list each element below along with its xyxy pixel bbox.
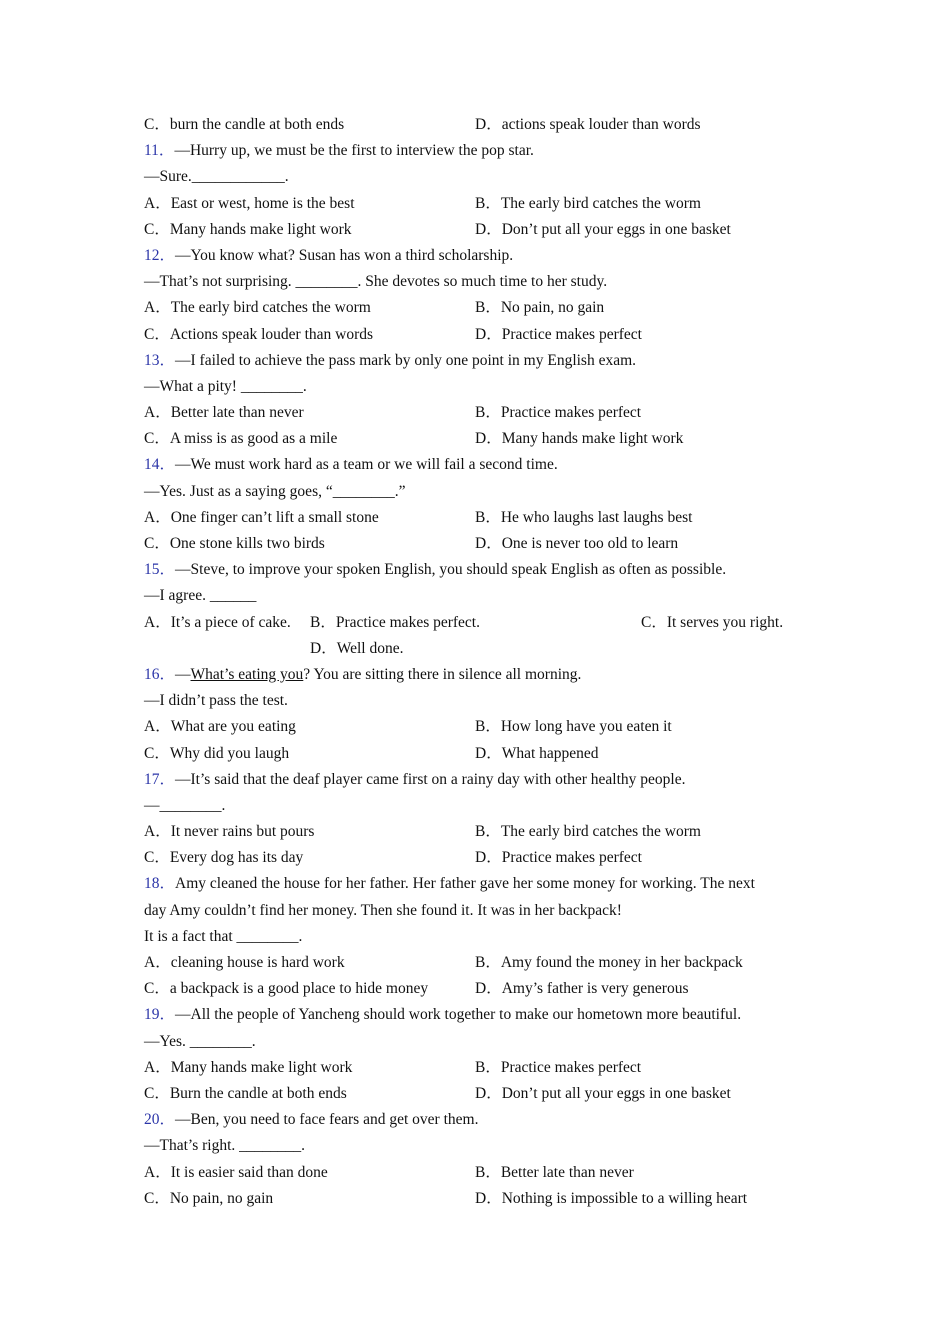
q15-line2: —I agree. ______ — [144, 587, 257, 605]
q15-option-b: B．Practice makes perfect. — [310, 613, 480, 631]
q19-prompt — [144, 1002, 814, 1028]
q12-options-cd — [144, 322, 814, 348]
q19-line1: —All the people of Yancheng should work together to make our hometown more beautiful. — [175, 1006, 742, 1024]
q19-option-a: A．Many hands make light work — [144, 1058, 353, 1076]
q20-option-c: C．No pain, no gain — [144, 1189, 274, 1207]
q19-option-c: C．Burn the candle at both ends — [144, 1084, 347, 1102]
q19-line2: —Yes. ________. — [144, 1032, 256, 1050]
q15-options-abc — [144, 610, 814, 636]
q18-options-ab — [144, 950, 814, 976]
q11-line2: —Sure.____________. — [144, 168, 289, 186]
q18-option-b: B．Amy found the money in her backpack — [475, 954, 743, 971]
q15-options-d — [144, 636, 814, 662]
q11-option-a: A．East or west, home is the best — [144, 194, 355, 212]
q14-options-ab — [144, 505, 814, 531]
q14-option-c: C．One stone kills two birds — [144, 535, 325, 552]
q16-number: 16． — [144, 665, 176, 683]
q17-option-d: D．Practice makes perfect — [475, 849, 642, 867]
q12-line1: —You know what? Susan has won a third scholarship. — [175, 246, 514, 264]
q16-options-cd — [144, 741, 814, 767]
q16-option-c: C．Why did you laugh — [144, 744, 290, 762]
q11-option-b: B．The early bird catches the worm — [475, 194, 701, 212]
q18-option-c: C．a backpack is a good place to hide money — [144, 980, 429, 998]
q15-option-c: C．It serves you right. — [641, 613, 784, 631]
q16-option-a: A．What are you eating — [144, 718, 296, 736]
q15-option-d: D．Well done. — [310, 639, 404, 657]
q13-line1: —I failed to achieve the pass mark by only one point in my English exam. — [175, 351, 637, 369]
q13-option-d: D．Many hands make light work — [475, 430, 684, 448]
q12-option-d: D．Practice makes perfect — [475, 325, 642, 343]
q10-options-cd — [144, 112, 814, 138]
q12-prompt — [144, 243, 814, 269]
q17-option-c: C．Every dog has its day — [144, 849, 304, 867]
q20-option-b: B．Better late than never — [475, 1163, 634, 1181]
q14-option-d: D．One is never too old to learn — [475, 535, 679, 552]
q16-prompt — [144, 662, 814, 688]
q16-dash: — — [175, 665, 191, 683]
q17-option-b: B．The early bird catches the worm — [475, 823, 701, 841]
q18-line2: It is a fact that ________. — [144, 927, 303, 945]
q14-option-a: A．One finger can’t lift a small stone — [144, 508, 379, 526]
q12-option-c: C．Actions speak louder than words — [144, 325, 374, 343]
q18-line1a: Amy cleaned the house for her father. Her father gave her some money for working. The next — [175, 875, 755, 893]
q20-option-d: D．Nothing is impossible to a willing heart — [475, 1189, 748, 1207]
q11-option-d: D．Don’t put all your eggs in one basket — [475, 220, 731, 238]
q19-option-b: B．Practice makes perfect — [475, 1058, 642, 1076]
q20-line2: —That’s right. ________. — [144, 1137, 306, 1155]
q11-line1: —Hurry up, we must be the first to interview the pop star. — [174, 142, 534, 160]
q19-option-d: D．Don’t put all your eggs in one basket — [475, 1084, 731, 1102]
q19-options-cd — [144, 1081, 814, 1107]
q13-option-c: C．A miss is as good as a mile — [144, 430, 338, 448]
q12-number: 12． — [144, 246, 176, 264]
q14-number: 14． — [144, 456, 176, 474]
q14-prompt — [144, 452, 814, 478]
q14-option-b: B．He who laughs last laughs best — [475, 508, 693, 526]
q20-option-a: A．It is easier said than done — [144, 1163, 328, 1181]
q13-line2: —What a pity! ________. — [144, 377, 307, 395]
q12-option-a: A．The early bird catches the worm — [144, 299, 371, 317]
q12-line2: —That’s not surprising. ________. She devotes so much time to her study. — [144, 273, 608, 291]
q18-prompt — [144, 871, 814, 897]
q16-option-d: D．What happened — [475, 744, 599, 762]
q11-prompt — [144, 138, 814, 164]
q19-number: 19． — [144, 1006, 176, 1024]
q16-rest: ? You are sitting there in silence all morning. — [303, 665, 582, 683]
q11-options-cd — [144, 217, 814, 243]
q13-prompt — [144, 348, 814, 374]
q15-number: 15． — [144, 561, 176, 579]
q17-options-cd — [144, 845, 814, 871]
q16-option-b: B．How long have you eaten it — [475, 718, 672, 736]
q17-line2: —________. — [144, 796, 226, 814]
q11-options-ab — [144, 191, 814, 217]
q13-options-cd — [144, 426, 814, 452]
q12-option-b: B．No pain, no gain — [475, 299, 605, 317]
q13-option-b: B．Practice makes perfect — [475, 404, 642, 422]
q18-line1b: day Amy couldn’t find her money. Then she found it. It was in her backpack! — [144, 901, 622, 919]
q11-number: 11． — [144, 142, 175, 160]
q19-options-ab — [144, 1055, 814, 1081]
q16-underlined-phrase: What’s eating you — [190, 665, 304, 683]
q14-line1: —We must work hard as a team or we will fail a second time. — [175, 456, 558, 474]
q20-options-ab — [144, 1160, 814, 1186]
q13-number: 13． — [144, 351, 176, 369]
q13-options-ab — [144, 400, 814, 426]
q10-option-d: D．actions speak louder than words — [475, 116, 701, 133]
q15-line1: —Steve, to improve your spoken English, you should speak English as often as possible. — [175, 561, 727, 579]
worksheet-page — [144, 112, 814, 1212]
q17-options-ab — [144, 819, 814, 845]
q14-line2: —Yes. Just as a saying goes, “________.” — [144, 482, 406, 500]
q10-option-c: C．burn the candle at both ends — [144, 116, 345, 133]
q11-option-c: C．Many hands make light work — [144, 220, 352, 238]
q18-options-cd — [144, 976, 814, 1002]
q18-number: 18． — [144, 875, 176, 893]
q16-line2: —I didn’t pass the test. — [144, 692, 288, 710]
q17-option-a: A．It never rains but pours — [144, 823, 315, 841]
q16-options-ab — [144, 714, 814, 740]
q15-option-a: A．It’s a piece of cake. — [144, 613, 291, 631]
q14-options-cd — [144, 531, 814, 557]
q15-prompt — [144, 557, 814, 583]
q17-prompt — [144, 767, 814, 793]
q18-option-a: A．cleaning house is hard work — [144, 954, 345, 971]
q13-option-a: A．Better late than never — [144, 404, 304, 422]
q18-option-d: D．Amy’s father is very generous — [475, 980, 689, 998]
q12-options-ab — [144, 295, 814, 321]
q17-line1: —It’s said that the deaf player came first on a rainy day with other healthy people. — [175, 770, 686, 788]
q17-number: 17． — [144, 770, 176, 788]
q20-options-cd — [144, 1186, 814, 1212]
q20-prompt — [144, 1107, 814, 1133]
q20-number: 20． — [144, 1111, 176, 1129]
q20-line1: —Ben, you need to face fears and get over them. — [175, 1111, 479, 1129]
